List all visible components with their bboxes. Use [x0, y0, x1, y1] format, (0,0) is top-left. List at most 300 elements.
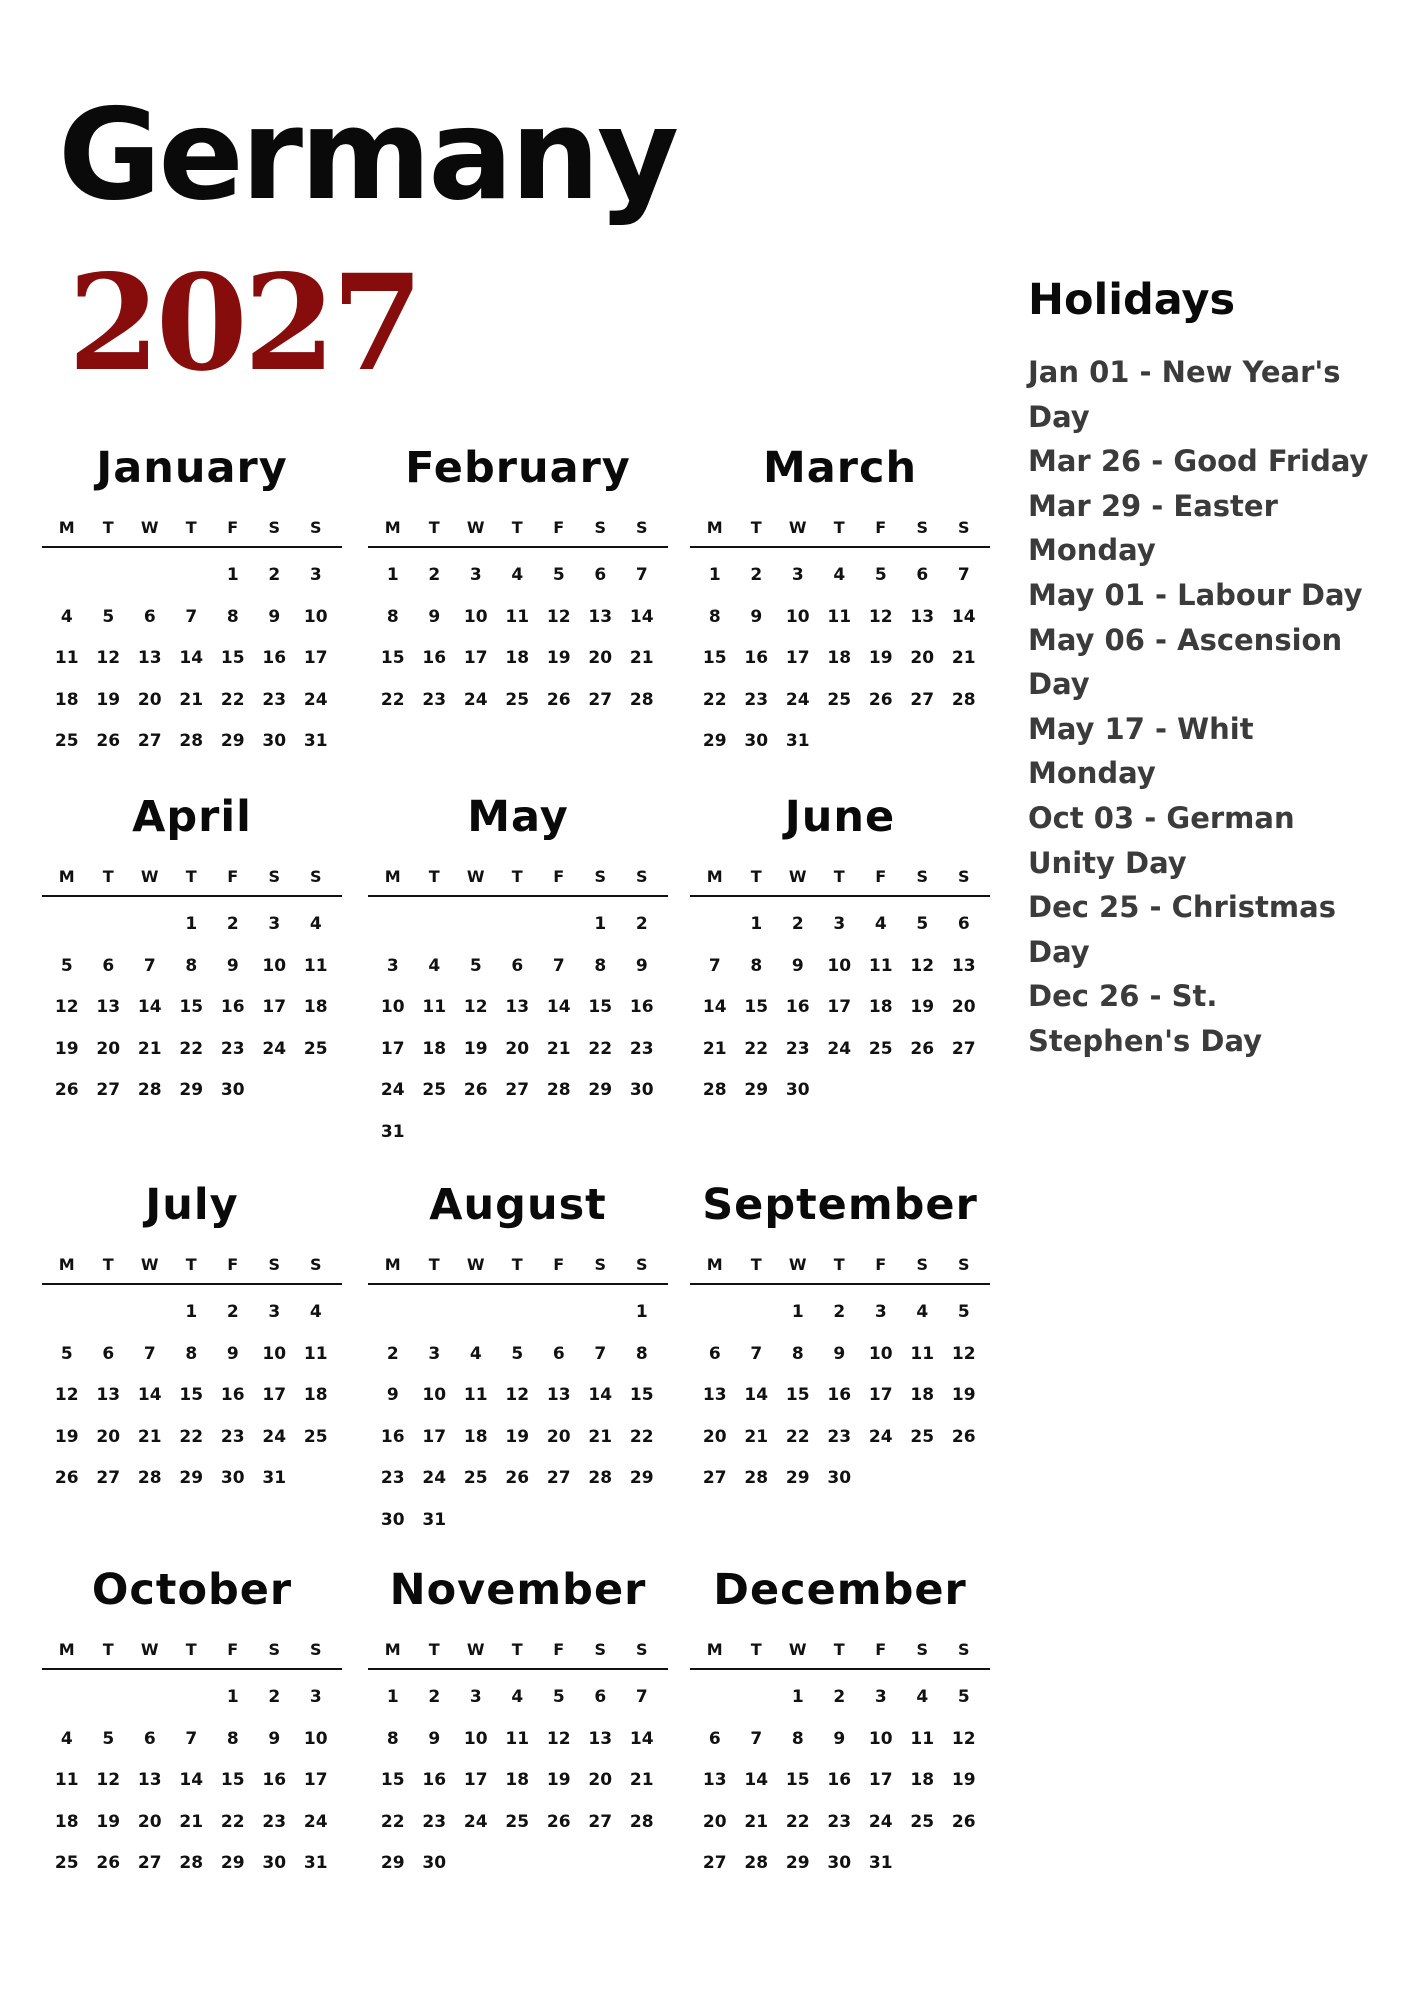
day-cell: 16	[629, 997, 654, 1018]
weekday-label: T	[511, 518, 523, 537]
day-cell: 17	[827, 997, 852, 1018]
day-cell: 10	[463, 606, 488, 627]
holiday-item: May 01 - Labour Day	[1028, 577, 1363, 612]
weekday-label: F	[227, 1640, 239, 1659]
day-cell: 12	[951, 1728, 976, 1749]
day-cell: 25	[54, 1853, 79, 1874]
day-cell: 30	[827, 1853, 852, 1874]
day-cell: 17	[785, 648, 810, 669]
day-cell: 2	[791, 914, 804, 934]
day-cell: 2	[226, 914, 239, 934]
day-cell: 14	[744, 1385, 769, 1406]
day-cell: 23	[422, 689, 447, 710]
day-cell: 18	[303, 997, 328, 1018]
day-cell: 13	[951, 955, 976, 976]
month-name: July	[145, 1180, 239, 1230]
day-cell: 19	[546, 648, 571, 669]
day-cell: 28	[744, 1468, 769, 1489]
day-cell: 29	[785, 1853, 810, 1874]
day-cell: 11	[827, 606, 852, 627]
day-cell: 16	[827, 1770, 852, 1791]
day-cell: 10	[303, 1728, 328, 1749]
day-cell: 20	[910, 648, 935, 669]
day-cell: 21	[629, 1770, 654, 1791]
day-cell: 2	[635, 914, 648, 934]
day-cell: 9	[428, 1728, 441, 1749]
weekday-label: M	[706, 1640, 723, 1659]
weekday-label: T	[428, 1640, 440, 1659]
day-cell: 21	[137, 1038, 162, 1059]
day-cell: 4	[833, 565, 846, 585]
day-cell: 4	[916, 1302, 929, 1322]
day-cell: 13	[505, 997, 530, 1018]
holiday-item: Dec 26 - St. Stephen's Day	[1028, 979, 1263, 1058]
day-cell: 20	[137, 1811, 162, 1832]
holiday-item: May 06 - Ascension Day	[1028, 622, 1343, 702]
day-cell: 15	[179, 1385, 204, 1406]
holiday-item: Mar 29 - Easter Monday	[1028, 488, 1278, 568]
weekday-label: M	[58, 1640, 75, 1659]
day-cell: 1	[791, 1687, 804, 1707]
day-cell: 19	[96, 689, 121, 710]
weekday-label: T	[102, 867, 114, 886]
day-cell: 14	[629, 1728, 654, 1749]
month-name: September	[702, 1180, 978, 1230]
day-cell: 21	[951, 648, 976, 669]
month-name: August	[429, 1180, 607, 1230]
day-cell: 13	[588, 606, 613, 627]
day-cell: 15	[179, 997, 204, 1018]
day-cell: 27	[702, 1853, 727, 1874]
day-cell: 1	[386, 1687, 399, 1707]
day-cell: 5	[60, 955, 73, 976]
weekday-label: F	[875, 518, 887, 537]
day-cell: 3	[309, 565, 322, 585]
day-cell: 25	[303, 1426, 328, 1447]
day-grid	[368, 897, 668, 1154]
day-cell: 23	[827, 1811, 852, 1832]
weekday-label: T	[833, 867, 845, 886]
day-cell: 8	[185, 955, 198, 976]
day-cell: 7	[143, 955, 156, 976]
day-cell: 10	[262, 1343, 287, 1364]
day-cell: 18	[505, 648, 530, 669]
day-cell: 27	[546, 1468, 571, 1489]
weekday-label: T	[102, 1255, 114, 1274]
weekday-label: S	[309, 867, 322, 886]
weekday-header	[42, 859, 342, 897]
day-cell: 17	[262, 1385, 287, 1406]
holidays-panel	[1028, 272, 1388, 1064]
weekday-label: F	[553, 518, 565, 537]
month-august	[368, 1175, 668, 1542]
day-cell: 25	[910, 1811, 935, 1832]
day-cell: 22	[629, 1426, 654, 1447]
day-cell: 3	[309, 1687, 322, 1707]
day-cell: 7	[143, 1343, 156, 1364]
day-cell: 27	[96, 1080, 121, 1101]
day-cell: 8	[594, 955, 607, 976]
day-cell: 29	[785, 1468, 810, 1489]
day-cell: 14	[629, 606, 654, 627]
day-cell: 19	[951, 1385, 976, 1406]
weekday-label: W	[788, 1640, 807, 1659]
day-cell: 29	[179, 1468, 204, 1489]
holiday-item: Oct 03 - German Unity Day	[1028, 800, 1295, 880]
day-cell: 26	[463, 1080, 488, 1101]
day-cell: 18	[54, 689, 79, 710]
day-cell: 3	[268, 914, 281, 934]
weekday-label: S	[594, 1640, 607, 1659]
day-grid	[690, 897, 990, 1112]
day-cell: 5	[469, 955, 482, 976]
weekday-label: M	[706, 518, 723, 537]
day-cell: 11	[422, 997, 447, 1018]
day-cell: 6	[916, 565, 929, 585]
weekday-label: F	[875, 1640, 887, 1659]
day-cell: 13	[137, 648, 162, 669]
day-cell: 21	[744, 1811, 769, 1832]
month-january	[42, 438, 342, 763]
day-cell: 20	[702, 1811, 727, 1832]
day-cell: 21	[179, 1811, 204, 1832]
weekday-label: M	[58, 518, 75, 537]
weekday-label: W	[788, 867, 807, 886]
holiday-item: Mar 26 - Good Friday	[1028, 444, 1369, 479]
day-cell: 7	[750, 1728, 763, 1749]
day-cell: 14	[179, 1770, 204, 1791]
day-cell: 19	[96, 1811, 121, 1832]
weekday-label: S	[957, 867, 970, 886]
weekday-label: S	[916, 1255, 929, 1274]
day-cell: 3	[469, 1687, 482, 1707]
day-cell: 1	[386, 565, 399, 585]
day-cell: 2	[428, 1687, 441, 1707]
day-cell: 2	[833, 1687, 846, 1707]
day-cell: 26	[868, 689, 893, 710]
day-cell: 27	[588, 1811, 613, 1832]
day-cell: 6	[143, 606, 156, 627]
weekday-label: F	[227, 1255, 239, 1274]
day-cell: 27	[137, 1853, 162, 1874]
day-cell: 1	[594, 914, 607, 934]
day-cell: 4	[428, 955, 441, 976]
year-title: 2027	[68, 246, 420, 401]
weekday-header	[368, 859, 668, 897]
day-grid	[368, 548, 668, 721]
weekday-header	[42, 510, 342, 548]
month-name: January	[96, 443, 288, 493]
day-cell: 23	[380, 1468, 405, 1489]
day-cell: 26	[910, 1038, 935, 1059]
day-cell: 5	[102, 1728, 115, 1749]
weekday-label: T	[750, 518, 762, 537]
day-cell: 12	[546, 1728, 571, 1749]
weekday-label: T	[102, 1640, 114, 1659]
weekday-label: T	[185, 1255, 197, 1274]
weekday-label: S	[916, 1640, 929, 1659]
holidays-title: Holidays	[1028, 275, 1236, 325]
day-cell: 3	[874, 1687, 887, 1707]
day-cell: 20	[546, 1426, 571, 1447]
weekday-label: W	[788, 1255, 807, 1274]
month-name: November	[389, 1565, 647, 1615]
day-cell: 3	[386, 955, 399, 976]
weekday-label: S	[268, 518, 281, 537]
month-december	[690, 1560, 990, 1885]
day-cell: 2	[268, 1687, 281, 1707]
day-cell: 6	[102, 955, 115, 976]
day-cell: 9	[791, 955, 804, 976]
day-cell: 26	[951, 1811, 976, 1832]
weekday-label: M	[384, 1640, 401, 1659]
weekday-label: M	[58, 1255, 75, 1274]
day-cell: 11	[54, 648, 79, 669]
day-cell: 7	[185, 1728, 198, 1749]
day-cell: 17	[463, 648, 488, 669]
day-cell: 10	[868, 1343, 893, 1364]
day-cell: 21	[137, 1426, 162, 1447]
day-cell: 12	[546, 606, 571, 627]
day-cell: 13	[137, 1770, 162, 1791]
month-may	[368, 787, 668, 1154]
weekday-label: M	[384, 1255, 401, 1274]
weekday-label: S	[957, 1640, 970, 1659]
day-cell: 7	[635, 565, 648, 585]
day-cell: 1	[185, 914, 198, 934]
day-cell: 18	[910, 1770, 935, 1791]
day-cell: 25	[827, 689, 852, 710]
day-cell: 5	[957, 1687, 970, 1707]
weekday-label: S	[268, 1255, 281, 1274]
month-april	[42, 787, 342, 1112]
day-cell: 24	[463, 689, 488, 710]
day-cell: 21	[588, 1426, 613, 1447]
day-cell: 3	[791, 565, 804, 585]
day-cell: 10	[380, 997, 405, 1018]
weekday-label: S	[594, 1255, 607, 1274]
day-cell: 2	[386, 1343, 399, 1364]
day-grid	[42, 897, 342, 1112]
day-cell: 31	[785, 731, 810, 752]
day-cell: 2	[750, 565, 763, 585]
weekday-label: S	[957, 518, 970, 537]
weekday-label: S	[268, 1640, 281, 1659]
day-cell: 4	[511, 565, 524, 585]
day-cell: 18	[463, 1426, 488, 1447]
day-cell: 31	[262, 1468, 287, 1489]
weekday-label: M	[706, 1255, 723, 1274]
weekday-label: T	[428, 1255, 440, 1274]
day-cell: 22	[588, 1038, 613, 1059]
day-cell: 9	[226, 1343, 239, 1364]
day-cell: 7	[185, 606, 198, 627]
day-cell: 15	[588, 997, 613, 1018]
day-cell: 14	[951, 606, 976, 627]
day-cell: 8	[386, 1728, 399, 1749]
day-grid	[42, 1670, 342, 1885]
day-cell: 5	[552, 1687, 565, 1707]
weekday-label: T	[750, 1640, 762, 1659]
day-grid	[42, 1285, 342, 1500]
day-cell: 30	[220, 1080, 245, 1101]
day-cell: 14	[546, 997, 571, 1018]
day-cell: 23	[220, 1426, 245, 1447]
month-name: May	[467, 792, 569, 842]
day-cell: 13	[702, 1385, 727, 1406]
day-cell: 12	[868, 606, 893, 627]
day-cell: 28	[179, 1853, 204, 1874]
day-cell: 13	[910, 606, 935, 627]
day-cell: 19	[951, 1770, 976, 1791]
day-cell: 22	[744, 1038, 769, 1059]
day-cell: 12	[54, 997, 79, 1018]
day-cell: 25	[463, 1468, 488, 1489]
day-cell: 16	[220, 997, 245, 1018]
day-cell: 28	[588, 1468, 613, 1489]
day-cell: 24	[422, 1468, 447, 1489]
day-grid	[690, 548, 990, 763]
day-cell: 16	[744, 648, 769, 669]
weekday-label: T	[185, 867, 197, 886]
weekday-label: S	[635, 518, 648, 537]
day-cell: 6	[143, 1728, 156, 1749]
day-grid	[368, 1670, 668, 1885]
day-cell: 1	[791, 1302, 804, 1322]
month-name: June	[784, 792, 896, 842]
day-cell: 18	[910, 1385, 935, 1406]
weekday-label: S	[309, 1255, 322, 1274]
day-cell: 14	[137, 997, 162, 1018]
day-cell: 19	[463, 1038, 488, 1059]
day-cell: 22	[702, 689, 727, 710]
day-cell: 24	[262, 1426, 287, 1447]
day-cell: 28	[137, 1468, 162, 1489]
day-cell: 31	[868, 1853, 893, 1874]
day-cell: 21	[744, 1426, 769, 1447]
day-cell: 6	[594, 1687, 607, 1707]
day-cell: 17	[380, 1038, 405, 1059]
day-cell: 21	[629, 648, 654, 669]
day-cell: 6	[708, 1728, 721, 1749]
weekday-header	[690, 859, 990, 897]
day-cell: 30	[262, 1853, 287, 1874]
day-cell: 17	[262, 997, 287, 1018]
day-cell: 22	[220, 689, 245, 710]
day-cell: 28	[629, 689, 654, 710]
day-cell: 16	[262, 1770, 287, 1791]
day-cell: 10	[422, 1385, 447, 1406]
day-cell: 15	[702, 648, 727, 669]
month-february	[368, 438, 668, 721]
day-cell: 23	[220, 1038, 245, 1059]
day-cell: 3	[833, 914, 846, 934]
day-cell: 30	[827, 1468, 852, 1489]
day-cell: 9	[750, 606, 763, 627]
day-cell: 1	[226, 1687, 239, 1707]
day-cell: 10	[303, 606, 328, 627]
day-cell: 13	[702, 1770, 727, 1791]
day-cell: 27	[702, 1468, 727, 1489]
weekday-header	[368, 510, 668, 548]
day-cell: 28	[744, 1853, 769, 1874]
day-cell: 6	[102, 1343, 115, 1364]
weekday-label: M	[384, 867, 401, 886]
day-cell: 1	[185, 1302, 198, 1322]
weekday-label: S	[916, 867, 929, 886]
month-name: April	[132, 792, 252, 842]
day-cell: 1	[226, 565, 239, 585]
day-cell: 17	[868, 1770, 893, 1791]
day-cell: 11	[868, 955, 893, 976]
day-cell: 12	[96, 648, 121, 669]
weekday-label: S	[594, 867, 607, 886]
day-cell: 19	[54, 1426, 79, 1447]
day-cell: 26	[505, 1468, 530, 1489]
day-grid	[690, 1670, 990, 1885]
holiday-item: May 17 - Whit Monday	[1028, 711, 1254, 791]
day-cell: 20	[588, 648, 613, 669]
holiday-item: Jan 01 - New Year's Day	[1028, 355, 1341, 434]
day-cell: 11	[910, 1728, 935, 1749]
weekday-label: F	[875, 867, 887, 886]
day-cell: 24	[785, 689, 810, 710]
day-cell: 20	[137, 689, 162, 710]
weekday-label: T	[185, 518, 197, 537]
day-cell: 7	[750, 1343, 763, 1364]
day-cell: 17	[868, 1385, 893, 1406]
day-cell: 5	[874, 565, 887, 585]
day-cell: 20	[96, 1426, 121, 1447]
day-cell: 21	[179, 689, 204, 710]
month-july	[42, 1175, 342, 1500]
day-cell: 4	[309, 914, 322, 934]
day-cell: 20	[505, 1038, 530, 1059]
day-cell: 26	[54, 1468, 79, 1489]
day-cell: 31	[422, 1509, 447, 1530]
day-cell: 7	[957, 565, 970, 585]
day-cell: 18	[303, 1385, 328, 1406]
day-grid	[368, 1285, 668, 1542]
day-cell: 16	[262, 648, 287, 669]
weekday-header	[368, 1247, 668, 1285]
day-cell: 14	[702, 997, 727, 1018]
day-cell: 3	[428, 1343, 441, 1364]
weekday-label: W	[466, 518, 485, 537]
day-cell: 28	[951, 689, 976, 710]
day-cell: 15	[220, 648, 245, 669]
day-cell: 20	[702, 1426, 727, 1447]
day-cell: 12	[910, 955, 935, 976]
day-cell: 10	[785, 606, 810, 627]
day-cell: 16	[827, 1385, 852, 1406]
month-june	[690, 787, 990, 1112]
month-march	[690, 438, 990, 763]
weekday-label: T	[185, 1640, 197, 1659]
day-cell: 6	[552, 1343, 565, 1364]
day-cell: 17	[463, 1770, 488, 1791]
day-cell: 15	[629, 1385, 654, 1406]
day-cell: 17	[303, 648, 328, 669]
weekday-label: W	[140, 1640, 159, 1659]
weekday-label: S	[268, 867, 281, 886]
weekday-label: S	[916, 518, 929, 537]
day-cell: 25	[303, 1038, 328, 1059]
day-cell: 19	[868, 648, 893, 669]
day-cell: 9	[833, 1728, 846, 1749]
weekday-label: F	[553, 1255, 565, 1274]
day-cell: 12	[505, 1385, 530, 1406]
